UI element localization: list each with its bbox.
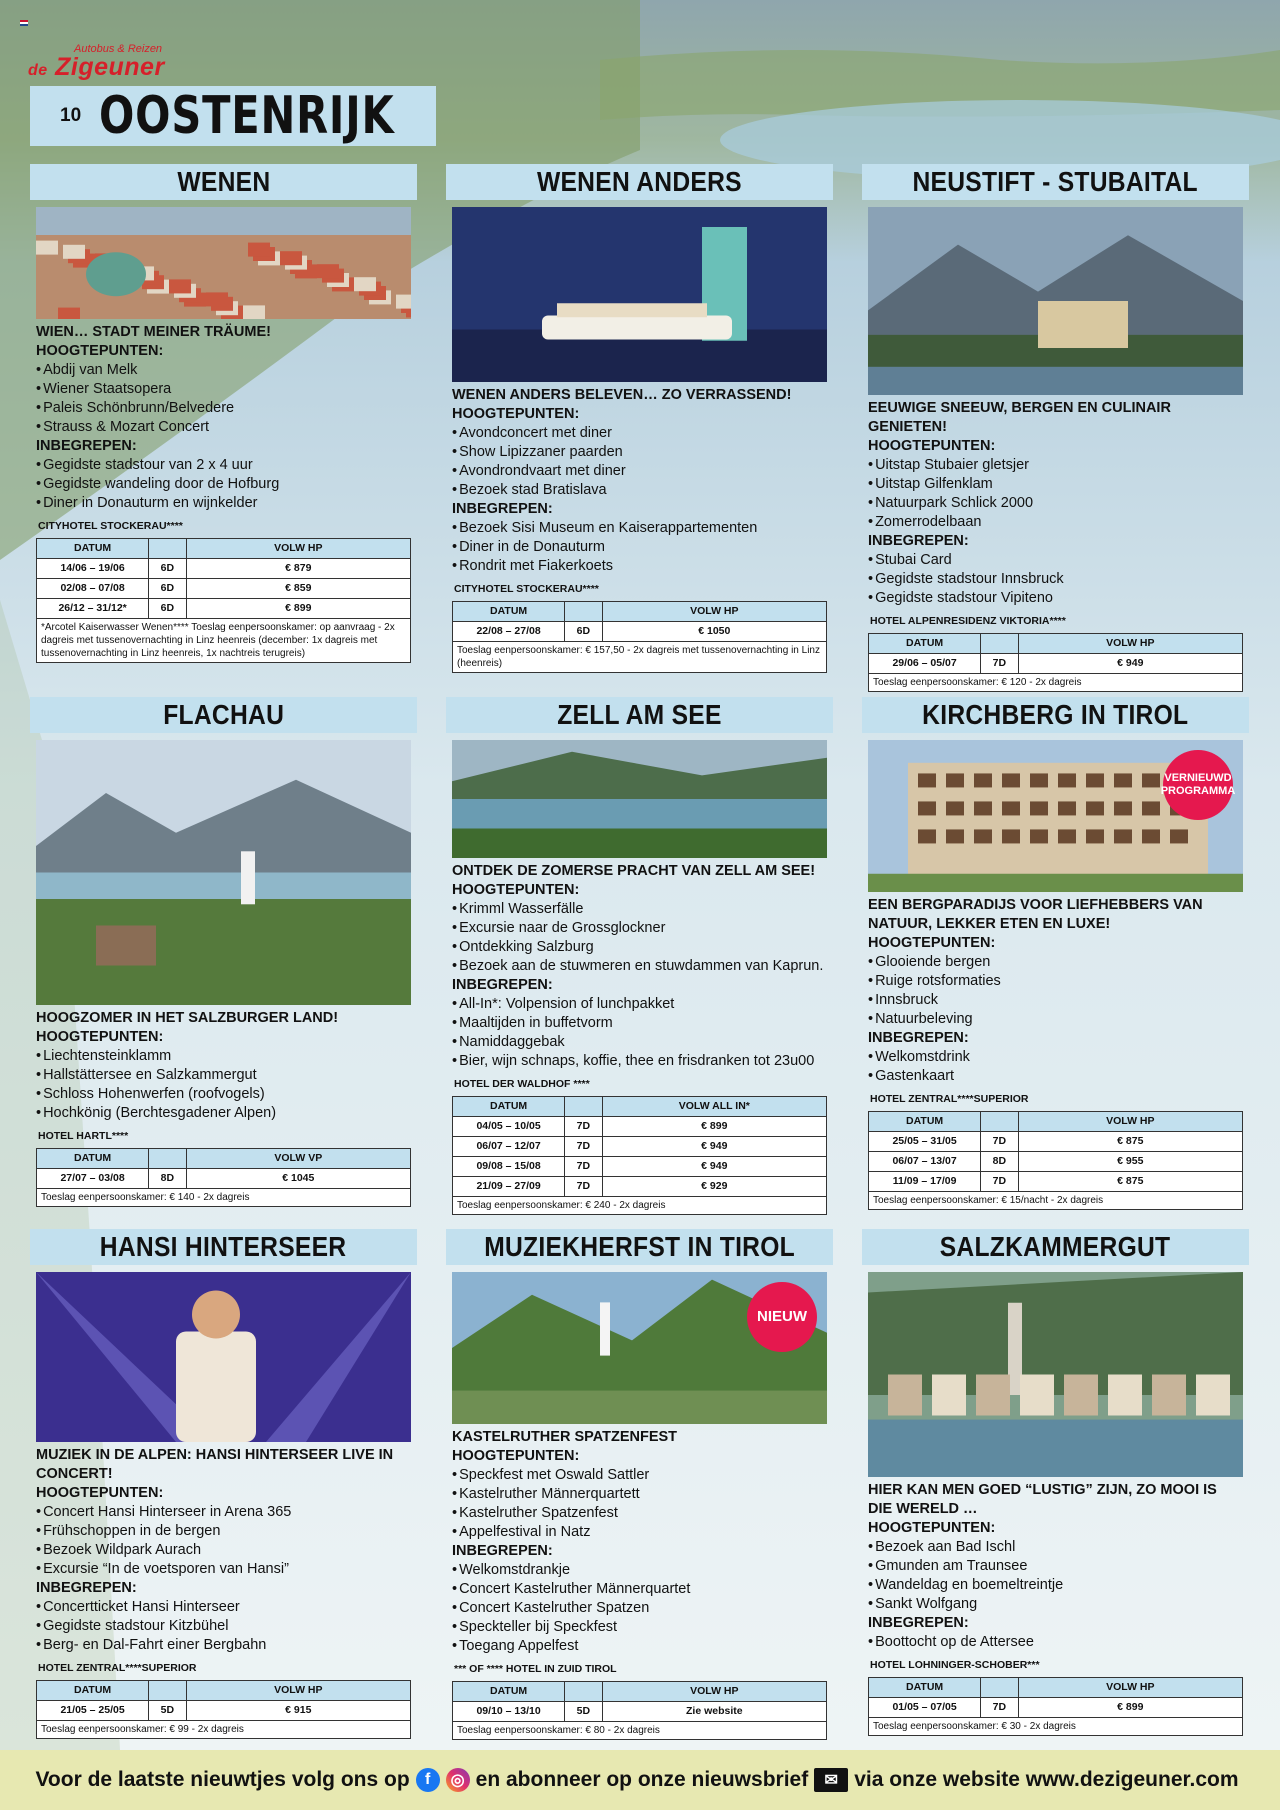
item-list bbox=[868, 551, 1243, 608]
table-row bbox=[453, 1702, 827, 1722]
card-title: FLACHAU bbox=[30, 697, 417, 733]
card-tagline: WENEN ANDERS BELEVEN… ZO VERRASSEND! bbox=[452, 387, 792, 403]
list-item: • Bezoek stad Bratislava bbox=[452, 481, 827, 500]
section-heading: INBEGREPEN: bbox=[452, 1543, 553, 1559]
list-item: • Speckteller bij Speckfest bbox=[452, 1618, 827, 1637]
price-header-date: DATUM bbox=[37, 1149, 149, 1169]
list-item: • Boottocht op de Attersee bbox=[868, 1633, 1243, 1652]
list-item: • Bier, wijn schnaps, koffie, thee en frisdranken tot 23u00 bbox=[452, 1052, 827, 1071]
table-row bbox=[453, 1177, 827, 1197]
table-row bbox=[37, 559, 411, 579]
trip-card bbox=[862, 697, 1249, 1210]
hotel-name: *** OF **** HOTEL IN ZUID TIROL bbox=[454, 1663, 617, 1675]
list-item: • Stubai Card bbox=[868, 551, 1243, 570]
price-header-price: VOLW HP bbox=[186, 539, 410, 559]
list-item: • Welkomstdrankje bbox=[452, 1561, 827, 1580]
list-item: • Frühschoppen in de bergen bbox=[36, 1522, 411, 1541]
page-number: 10 bbox=[60, 105, 82, 126]
price-table bbox=[36, 1148, 411, 1189]
list-item: • Bezoek Wildpark Aurach bbox=[36, 1541, 411, 1560]
item-list bbox=[36, 1047, 411, 1123]
table-row bbox=[453, 622, 827, 642]
price-header-date: DATUM bbox=[453, 1097, 565, 1117]
list-item: • Namiddaggebak bbox=[452, 1033, 827, 1052]
hotel-name: HOTEL ZENTRAL****SUPERIOR bbox=[870, 1093, 1029, 1105]
price-table bbox=[36, 1680, 411, 1721]
item-list bbox=[452, 1466, 827, 1542]
section-heading: INBEGREPEN: bbox=[868, 533, 969, 549]
list-item: • Bezoek aan Bad Ischl bbox=[868, 1538, 1243, 1557]
price-header-price: VOLW HP bbox=[186, 1681, 410, 1701]
trip-photo bbox=[36, 1272, 411, 1442]
table-cell: 29/06 – 05/07 bbox=[869, 654, 981, 674]
section-heading: HOOGTEPUNTEN: bbox=[36, 1029, 164, 1045]
photo-image bbox=[868, 207, 1243, 395]
table-cell: 7D bbox=[981, 654, 1018, 674]
list-item: • Concertticket Hansi Hinterseer bbox=[36, 1598, 411, 1617]
page-header bbox=[30, 86, 436, 146]
card-title: WENEN bbox=[30, 164, 417, 200]
table-cell: 02/08 – 07/08 bbox=[37, 579, 149, 599]
list-item: • Krimml Wasserfälle bbox=[452, 900, 827, 919]
table-cell: € 875 bbox=[1018, 1132, 1242, 1152]
facebook-icon[interactable]: f bbox=[416, 1768, 440, 1792]
table-cell: € 1050 bbox=[602, 622, 826, 642]
table-row bbox=[453, 1157, 827, 1177]
price-header-days bbox=[981, 1112, 1018, 1132]
list-item: • Natuurbeleving bbox=[868, 1010, 1243, 1029]
list-item: • All-In*: Volpension of lunchpakket bbox=[452, 995, 827, 1014]
item-list bbox=[868, 1048, 1243, 1086]
brand-tagline: Autobus & Reizen bbox=[74, 43, 163, 55]
table-cell: 5D bbox=[565, 1702, 602, 1722]
price-header-price: VOLW HP bbox=[602, 602, 826, 622]
list-item: • Maaltijden in buffetvorm bbox=[452, 1014, 827, 1033]
card-title: HANSI HINTERSEER bbox=[30, 1229, 417, 1265]
list-item: • Gastenkaart bbox=[868, 1067, 1243, 1086]
trip-photo bbox=[452, 1272, 827, 1424]
table-cell: € 899 bbox=[602, 1117, 826, 1137]
card-tagline: ONTDEK DE ZOMERSE PRACHT VAN ZELL AM SEE! bbox=[452, 863, 816, 879]
price-note: Toeslag eenpersoonskamer: € 99 - 2x dagreis bbox=[36, 1721, 411, 1739]
trip-photo bbox=[868, 1272, 1243, 1477]
table-cell: 06/07 – 12/07 bbox=[453, 1137, 565, 1157]
item-list bbox=[868, 1538, 1243, 1614]
price-header-date: DATUM bbox=[869, 634, 981, 654]
price-header-days bbox=[565, 602, 602, 622]
list-item: • Concert Hansi Hinterseer in Arena 365 bbox=[36, 1503, 411, 1522]
trip-card bbox=[30, 697, 417, 1207]
price-header-price: VOLW HP bbox=[1018, 1678, 1242, 1698]
table-row bbox=[869, 1132, 1243, 1152]
table-row bbox=[37, 1169, 411, 1189]
section-heading: HOOGTEPUNTEN: bbox=[36, 1485, 164, 1501]
list-item: • Gmunden am Traunsee bbox=[868, 1557, 1243, 1576]
list-item: • Show Lipizzaner paarden bbox=[452, 443, 827, 462]
table-cell: € 859 bbox=[186, 579, 410, 599]
item-list bbox=[452, 1561, 827, 1656]
item-list bbox=[36, 456, 411, 513]
list-item: • Gegidste stadstour Vipiteno bbox=[868, 589, 1243, 608]
list-item: • Ruige rotsformaties bbox=[868, 972, 1243, 991]
list-item: • Glooiende bergen bbox=[868, 953, 1243, 972]
card-tagline: WIEN… STADT MEINER TRÄUME! bbox=[36, 324, 271, 340]
table-cell: 14/06 – 19/06 bbox=[37, 559, 149, 579]
price-table bbox=[452, 1096, 827, 1197]
table-row bbox=[869, 1698, 1243, 1718]
hotel-name: CITYHOTEL STOCKERAU**** bbox=[38, 520, 183, 532]
table-cell: 6D bbox=[565, 622, 602, 642]
card-title: MUZIEKHERFST IN TIROL bbox=[446, 1229, 833, 1265]
list-item: • Strauss & Mozart Concert bbox=[36, 418, 411, 437]
price-note: Toeslag eenpersoonskamer: € 80 - 2x dagreis bbox=[452, 1722, 827, 1740]
photo-image bbox=[868, 1272, 1243, 1477]
list-item: • Kastelruther Spatzenfest bbox=[452, 1504, 827, 1523]
table-row bbox=[453, 1117, 827, 1137]
table-cell: 27/07 – 03/08 bbox=[37, 1169, 149, 1189]
mail-icon[interactable]: ✉ bbox=[814, 1768, 848, 1792]
section-heading: HOOGTEPUNTEN: bbox=[36, 343, 164, 359]
list-item: • Abdij van Melk bbox=[36, 361, 411, 380]
table-cell: 8D bbox=[981, 1152, 1018, 1172]
table-cell: 06/07 – 13/07 bbox=[869, 1152, 981, 1172]
price-header-days bbox=[565, 1097, 602, 1117]
section-heading: INBEGREPEN: bbox=[452, 501, 553, 517]
table-cell: € 949 bbox=[602, 1157, 826, 1177]
photo-image bbox=[36, 1272, 411, 1442]
list-item: • Uitstap Gilfenklam bbox=[868, 475, 1243, 494]
item-list bbox=[868, 456, 1243, 532]
section-heading: INBEGREPEN: bbox=[868, 1615, 969, 1631]
table-cell: 22/08 – 27/08 bbox=[453, 622, 565, 642]
section-heading: INBEGREPEN: bbox=[36, 1580, 137, 1596]
list-item: • Gegidste wandeling door de Hofburg bbox=[36, 475, 411, 494]
card-tagline: HIER KAN MEN GOED “LUSTIG” ZIJN, ZO MOOI IS DIE WERELD … bbox=[868, 1482, 1217, 1517]
price-header-days bbox=[981, 634, 1018, 654]
price-table bbox=[36, 538, 411, 619]
item-list bbox=[452, 995, 827, 1071]
price-header-date: DATUM bbox=[869, 1112, 981, 1132]
price-note: Toeslag eenpersoonskamer: € 120 - 2x dagreis bbox=[868, 674, 1243, 692]
item-list bbox=[36, 1503, 411, 1579]
price-note: Toeslag eenpersoonskamer: € 30 - 2x dagreis bbox=[868, 1718, 1243, 1736]
list-item: • Excursie naar de Grossglockner bbox=[452, 919, 827, 938]
photo-image bbox=[452, 740, 827, 858]
table-cell: 7D bbox=[981, 1172, 1018, 1192]
table-cell: 01/05 – 07/05 bbox=[869, 1698, 981, 1718]
table-cell: 7D bbox=[565, 1157, 602, 1177]
list-item: • Sankt Wolfgang bbox=[868, 1595, 1243, 1614]
item-list bbox=[452, 519, 827, 576]
table-cell: 26/12 – 31/12* bbox=[37, 599, 149, 619]
table-cell: 7D bbox=[981, 1132, 1018, 1152]
table-cell: 09/10 – 13/10 bbox=[453, 1702, 565, 1722]
table-cell: 6D bbox=[149, 579, 186, 599]
hotel-name: HOTEL DER WALDHOF **** bbox=[454, 1078, 590, 1090]
list-item: • Schloss Hohenwerfen (roofvogels) bbox=[36, 1085, 411, 1104]
table-row bbox=[37, 1701, 411, 1721]
hotel-name: CITYHOTEL STOCKERAU**** bbox=[454, 583, 599, 595]
brand-logo bbox=[28, 44, 165, 80]
card-tagline: EEUWIGE SNEEUW, BERGEN EN CULINAIR GENIETEN! bbox=[868, 400, 1171, 435]
item-list bbox=[36, 1598, 411, 1655]
photo-image bbox=[36, 740, 411, 1005]
section-heading: INBEGREPEN: bbox=[452, 977, 553, 993]
list-item: • Berg- en Dal-Fahrt einer Bergbahn bbox=[36, 1636, 411, 1655]
table-cell: € 899 bbox=[186, 599, 410, 619]
footer-text-newsletter: en abonneer op onze nieuwsbrief bbox=[475, 1768, 809, 1791]
item-list bbox=[868, 1633, 1243, 1652]
brand-name-main: Zigeuner bbox=[55, 53, 165, 81]
section-heading: HOOGTEPUNTEN: bbox=[452, 406, 580, 422]
footer-text-follow: Voor de laatste nieuwtjes volg ons op bbox=[35, 1768, 410, 1791]
price-header-days bbox=[565, 1682, 602, 1702]
table-row bbox=[453, 1137, 827, 1157]
page-title: OOSTENRIJK bbox=[99, 86, 395, 146]
table-cell: 7D bbox=[565, 1177, 602, 1197]
section-heading: HOOGTEPUNTEN: bbox=[868, 935, 996, 951]
list-item: • Hochkönig (Berchtesgadener Alpen) bbox=[36, 1104, 411, 1123]
promo-badge: NIEUW bbox=[747, 1282, 817, 1352]
table-cell: € 949 bbox=[602, 1137, 826, 1157]
list-item: • Appelfestival in Natz bbox=[452, 1523, 827, 1542]
list-item: • Rondrit met Fiakerkoets bbox=[452, 557, 827, 576]
list-item: • Ontdekking Salzburg bbox=[452, 938, 827, 957]
list-item: • Toegang Appelfest bbox=[452, 1637, 827, 1656]
brand-name bbox=[28, 55, 165, 80]
flag-icon bbox=[20, 20, 28, 26]
table-row bbox=[37, 579, 411, 599]
list-item: • Avondconcert met diner bbox=[452, 424, 827, 443]
table-cell: 21/05 – 25/05 bbox=[37, 1701, 149, 1721]
table-cell: 21/09 – 27/09 bbox=[453, 1177, 565, 1197]
item-list bbox=[452, 900, 827, 976]
price-note: *Arcotel Kaiserwasser Wenen**** Toeslag eenpersoonskamer: op aanvraag - 2x dagreis met tussenovernachting in Linz heenreis (december: 1x dagreis met tussenovernachting in Linz heenreis, 1x nachtreis terugreis) bbox=[36, 619, 411, 663]
list-item: • Speckfest met Oswald Sattler bbox=[452, 1466, 827, 1485]
table-cell: € 875 bbox=[1018, 1172, 1242, 1192]
item-list bbox=[36, 361, 411, 437]
table-cell: € 929 bbox=[602, 1177, 826, 1197]
list-item: • Wiener Staatsopera bbox=[36, 380, 411, 399]
price-header-price: VOLW ALL IN* bbox=[602, 1097, 826, 1117]
price-note: Toeslag eenpersoonskamer: € 240 - 2x dagreis bbox=[452, 1197, 827, 1215]
table-cell: € 899 bbox=[1018, 1698, 1242, 1718]
hotel-name: HOTEL ALPENRESIDENZ VIKTORIA**** bbox=[870, 615, 1066, 627]
photo-image bbox=[36, 207, 411, 319]
price-note: Toeslag eenpersoonskamer: € 157,50 - 2x dagreis met tussenovernachting in Linz (heenreis) bbox=[452, 642, 827, 673]
list-item: • Zomerrodelbaan bbox=[868, 513, 1243, 532]
card-title: SALZKAMMERGUT bbox=[862, 1229, 1249, 1265]
trip-card bbox=[446, 164, 833, 673]
table-cell: 09/08 – 15/08 bbox=[453, 1157, 565, 1177]
table-cell: 25/05 – 31/05 bbox=[869, 1132, 981, 1152]
price-header-date: DATUM bbox=[453, 1682, 565, 1702]
list-item: • Diner in Donauturm en wijnkelder bbox=[36, 494, 411, 513]
section-heading: HOOGTEPUNTEN: bbox=[452, 882, 580, 898]
table-row bbox=[869, 654, 1243, 674]
list-item: • Excursie “In de voetsporen van Hansi” bbox=[36, 1560, 411, 1579]
list-item: • Liechtensteinklamm bbox=[36, 1047, 411, 1066]
table-cell: 7D bbox=[565, 1117, 602, 1137]
instagram-icon[interactable]: ◎ bbox=[446, 1768, 470, 1792]
list-item: • Hallstättersee en Salzkammergut bbox=[36, 1066, 411, 1085]
price-header-price: VOLW HP bbox=[1018, 634, 1242, 654]
table-cell: € 879 bbox=[186, 559, 410, 579]
item-list bbox=[868, 953, 1243, 1029]
list-item: • Gegidste stadstour Innsbruck bbox=[868, 570, 1243, 589]
section-heading: HOOGTEPUNTEN: bbox=[868, 438, 996, 454]
trip-card bbox=[446, 697, 833, 1215]
price-header-date: DATUM bbox=[453, 602, 565, 622]
list-item: • Uitstap Stubaier gletsjer bbox=[868, 456, 1243, 475]
price-header-days bbox=[149, 539, 186, 559]
list-item: • Natuurpark Schlick 2000 bbox=[868, 494, 1243, 513]
table-cell: 6D bbox=[149, 559, 186, 579]
photo-image bbox=[452, 207, 827, 382]
table-cell: € 1045 bbox=[186, 1169, 410, 1189]
table-cell: € 915 bbox=[186, 1701, 410, 1721]
card-tagline: EEN BERGPARADIJS VOOR LIEFHEBBERS VAN NATUUR, LEKKER ETEN EN LUXE! bbox=[868, 897, 1203, 932]
table-cell: 8D bbox=[149, 1169, 186, 1189]
card-title: ZELL AM SEE bbox=[446, 697, 833, 733]
hotel-name: HOTEL LOHNINGER-SCHOBER*** bbox=[870, 1659, 1040, 1671]
card-tagline: KASTELRUTHER SPATZENFEST bbox=[452, 1429, 678, 1445]
price-note: Toeslag eenpersoonskamer: € 140 - 2x dagreis bbox=[36, 1189, 411, 1207]
card-tagline: MUZIEK IN DE ALPEN: HANSI HINTERSEER LIVE IN CONCERT! bbox=[36, 1447, 394, 1482]
card-title: NEUSTIFT - STUBAITAL bbox=[862, 164, 1249, 200]
table-cell: 5D bbox=[149, 1701, 186, 1721]
trip-photo bbox=[36, 207, 411, 319]
section-heading: HOOGTEPUNTEN: bbox=[868, 1520, 996, 1536]
table-cell: 7D bbox=[981, 1698, 1018, 1718]
trip-photo bbox=[452, 740, 827, 858]
list-item: • Concert Kastelruther Spatzen bbox=[452, 1599, 827, 1618]
price-table bbox=[868, 633, 1243, 674]
price-table bbox=[452, 1681, 827, 1722]
card-title: WENEN ANDERS bbox=[446, 164, 833, 200]
table-cell: 7D bbox=[565, 1137, 602, 1157]
table-cell: 04/05 – 10/05 bbox=[453, 1117, 565, 1137]
list-item: • Wandeldag en boemeltreintje bbox=[868, 1576, 1243, 1595]
list-item: • Innsbruck bbox=[868, 991, 1243, 1010]
table-row bbox=[869, 1152, 1243, 1172]
list-item: • Welkomstdrink bbox=[868, 1048, 1243, 1067]
section-heading: INBEGREPEN: bbox=[868, 1030, 969, 1046]
trip-photo bbox=[868, 207, 1243, 395]
price-header-price: VOLW HP bbox=[602, 1682, 826, 1702]
price-note: Toeslag eenpersoonskamer: € 15/nacht - 2x dagreis bbox=[868, 1192, 1243, 1210]
list-item: • Gegidste stadstour Kitzbühel bbox=[36, 1617, 411, 1636]
list-item: • Concert Kastelruther Männerquartet bbox=[452, 1580, 827, 1599]
card-tagline: HOOGZOMER IN HET SALZBURGER LAND! bbox=[36, 1010, 339, 1026]
list-item: • Paleis Schönbrunn/Belvedere bbox=[36, 399, 411, 418]
price-header-date: DATUM bbox=[37, 1681, 149, 1701]
card-title: KIRCHBERG IN TIROL bbox=[862, 697, 1249, 733]
price-table bbox=[868, 1677, 1243, 1718]
table-cell: € 955 bbox=[1018, 1152, 1242, 1172]
list-item: • Kastelruther Männerquartett bbox=[452, 1485, 827, 1504]
section-heading: HOOGTEPUNTEN: bbox=[452, 1448, 580, 1464]
price-table bbox=[452, 601, 827, 642]
brand-name-prefix: de bbox=[28, 62, 48, 79]
footer-bar bbox=[0, 1750, 1280, 1810]
list-item: • Bezoek Sisi Museum en Kaiserappartementen bbox=[452, 519, 827, 538]
promo-badge: VERNIEUWD PROGRAMMA bbox=[1163, 750, 1233, 820]
trip-card bbox=[446, 1229, 833, 1740]
price-header-date: DATUM bbox=[37, 539, 149, 559]
footer-text-website: via onze website www.dezigeuner.com bbox=[854, 1768, 1239, 1791]
trip-photo bbox=[868, 740, 1243, 892]
hotel-name: HOTEL HARTL**** bbox=[38, 1130, 129, 1142]
table-row bbox=[869, 1172, 1243, 1192]
list-item: • Gegidste stadstour van 2 x 4 uur bbox=[36, 456, 411, 475]
price-table bbox=[868, 1111, 1243, 1192]
price-header-price: VOLW VP bbox=[186, 1149, 410, 1169]
trip-card bbox=[30, 1229, 417, 1739]
trip-card bbox=[30, 164, 417, 663]
section-heading: INBEGREPEN: bbox=[36, 438, 137, 454]
list-item: • Avondrondvaart met diner bbox=[452, 462, 827, 481]
table-cell: Zie website bbox=[602, 1702, 826, 1722]
price-header-days bbox=[981, 1678, 1018, 1698]
list-item: • Diner in de Donauturm bbox=[452, 538, 827, 557]
table-row bbox=[37, 599, 411, 619]
hotel-name: HOTEL ZENTRAL****SUPERIOR bbox=[38, 1662, 197, 1674]
price-header-price: VOLW HP bbox=[1018, 1112, 1242, 1132]
item-list bbox=[452, 424, 827, 500]
price-header-date: DATUM bbox=[869, 1678, 981, 1698]
price-header-days bbox=[149, 1149, 186, 1169]
table-cell: 11/09 – 17/09 bbox=[869, 1172, 981, 1192]
trip-photo bbox=[36, 740, 411, 1005]
trip-card bbox=[862, 1229, 1249, 1736]
table-cell: € 949 bbox=[1018, 654, 1242, 674]
price-header-days bbox=[149, 1681, 186, 1701]
table-cell: 6D bbox=[149, 599, 186, 619]
trip-photo bbox=[452, 207, 827, 382]
list-item: • Bezoek aan de stuwmeren en stuwdammen van Kaprun. bbox=[452, 957, 827, 976]
trip-card bbox=[862, 164, 1249, 692]
